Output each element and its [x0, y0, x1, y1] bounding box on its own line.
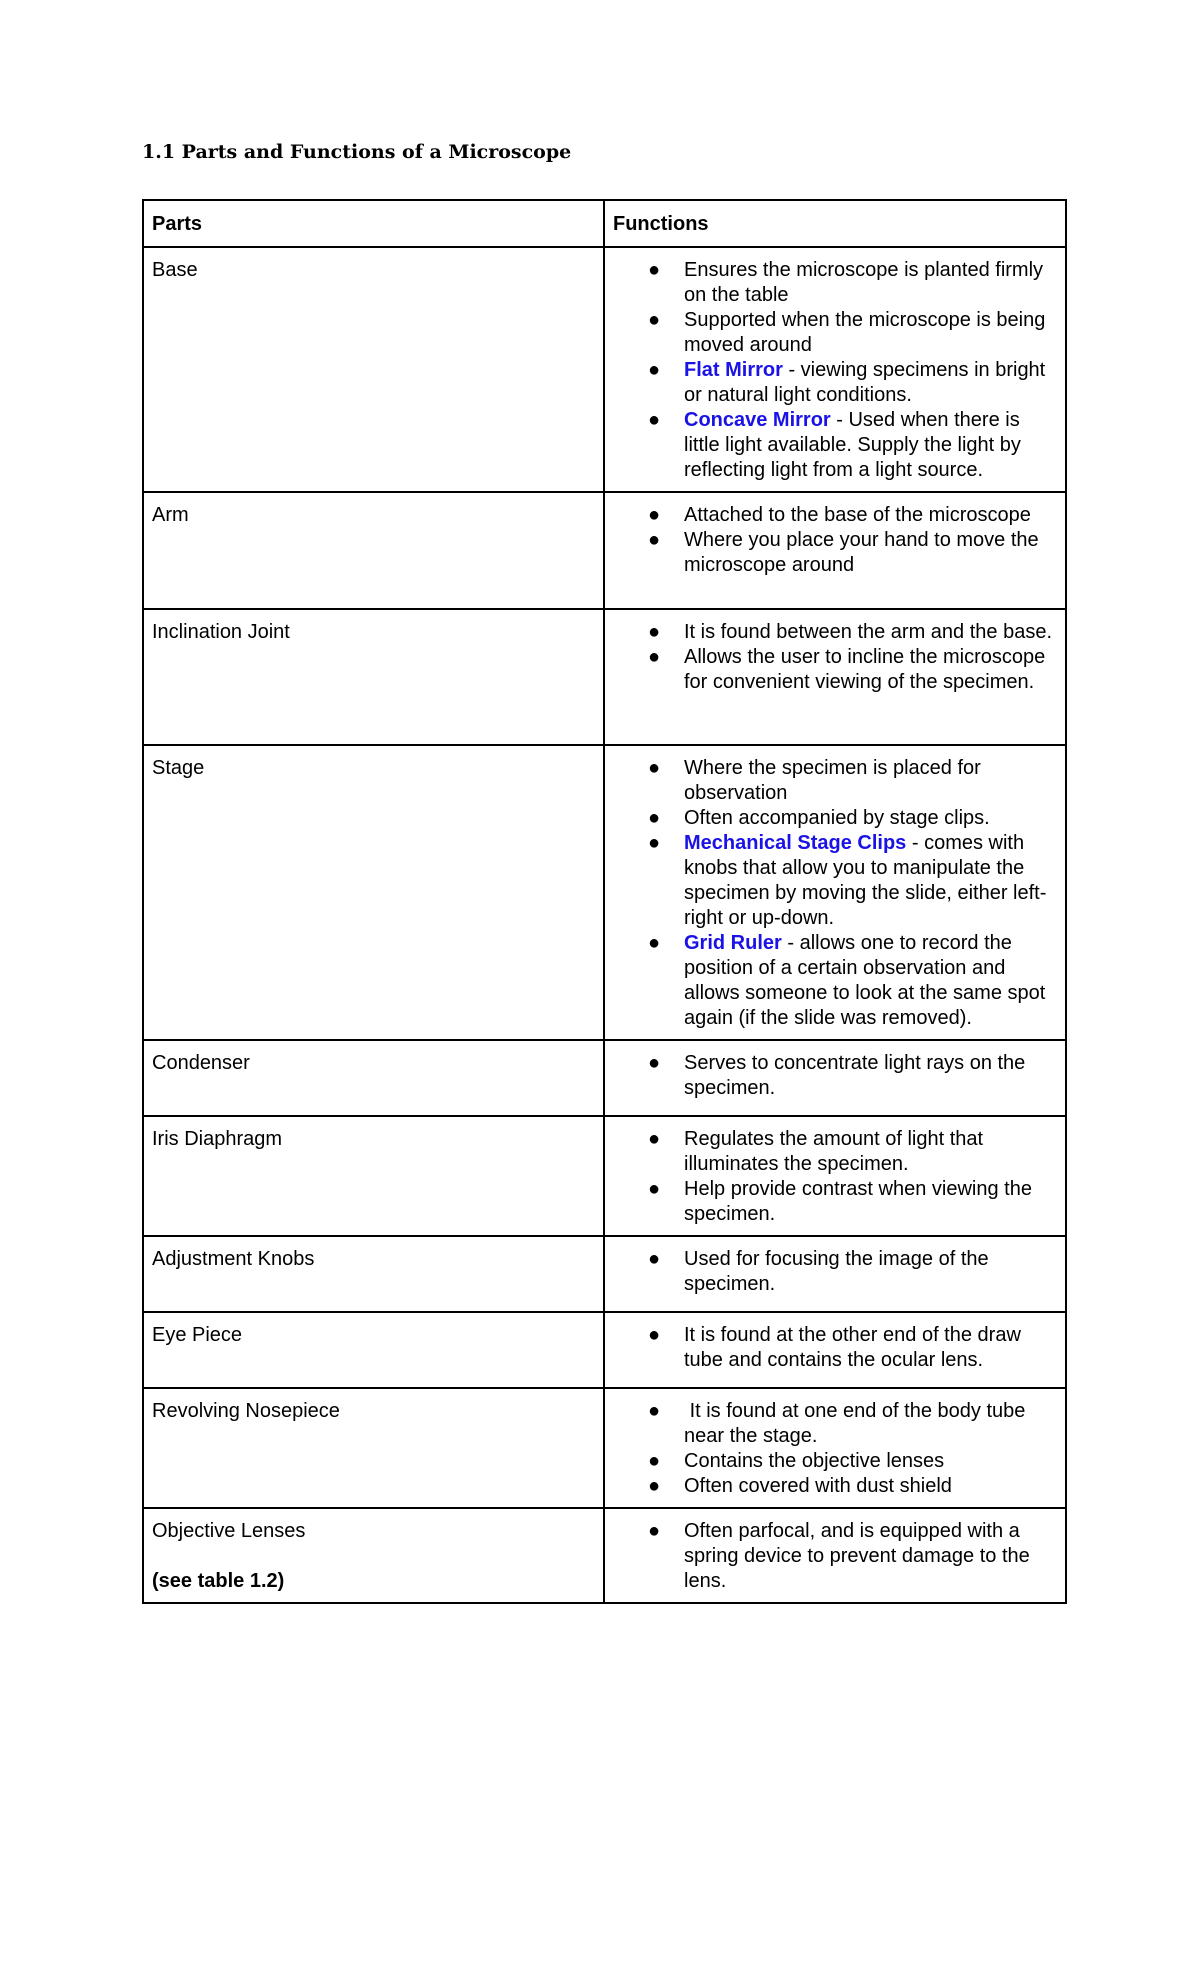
- part-cell: [143, 1508, 604, 1603]
- list-item: [613, 1519, 1057, 1594]
- function-text: It is found at one end of the body tube near the stage.: [684, 1400, 1031, 1447]
- list-item: [613, 1449, 1057, 1474]
- functions-list: [613, 1519, 1057, 1594]
- part-cell: [143, 745, 604, 1040]
- functions-list: [613, 1247, 1057, 1297]
- functions-list: [613, 503, 1057, 578]
- part-name: Base: [152, 259, 198, 281]
- function-text: Where you place your hand to move the microscope around: [684, 529, 1045, 576]
- part-cell: [143, 609, 604, 745]
- function-text: - comes with knobs that allow you to manipulate the specimen by moving the slide, either left-right or up-down.: [684, 832, 1047, 929]
- list-item: [613, 1323, 1057, 1373]
- functions-cell: [604, 247, 1066, 492]
- functions-list: [613, 756, 1057, 1031]
- functions-list: [613, 1051, 1057, 1101]
- functions-list: [613, 1127, 1057, 1227]
- highlighted-term: Mechanical Stage Clips: [684, 832, 907, 854]
- parts-functions-table: [142, 199, 1067, 1604]
- list-item: [613, 806, 1057, 831]
- table-row: [143, 1040, 1066, 1116]
- function-text: Serves to concentrate light rays on the specimen.: [684, 1052, 1031, 1099]
- part-cell: [143, 1040, 604, 1116]
- function-text: Attached to the base of the microscope: [684, 504, 1031, 526]
- list-item: [613, 408, 1057, 483]
- functions-list: [613, 620, 1057, 695]
- functions-cell: [604, 492, 1066, 609]
- bullet-icon: ●: [648, 409, 661, 431]
- function-text: Contains the objective lenses: [684, 1450, 945, 1472]
- function-text: - allows one to record the position of a certain observation and allows someone to look at the same spot again (if the slide was removed).: [684, 932, 1051, 1029]
- bullet-icon: ●: [648, 807, 661, 829]
- table-row: [143, 1236, 1066, 1312]
- document-title: 1.1 Parts and Functions of a Microscope: [142, 141, 572, 163]
- functions-cell: [604, 1508, 1066, 1603]
- bullet-icon: ●: [648, 832, 661, 854]
- list-item: [613, 358, 1057, 408]
- list-item: [613, 645, 1057, 695]
- highlighted-term: Concave Mirror: [684, 409, 831, 431]
- bullet-icon: ●: [648, 359, 661, 381]
- functions-cell: [604, 609, 1066, 745]
- part-name: Revolving Nosepiece: [152, 1400, 340, 1422]
- list-item: [613, 1399, 1057, 1449]
- part-cell: [143, 1236, 604, 1312]
- function-text: Supported when the microscope is being moved around: [684, 309, 1051, 356]
- highlighted-term: Grid Ruler: [684, 932, 782, 954]
- function-text: Ensures the microscope is planted firmly on the table: [684, 259, 1049, 306]
- list-item: [613, 1051, 1057, 1101]
- table-row: [143, 1508, 1066, 1603]
- bullet-icon: ●: [648, 757, 661, 779]
- list-item: [613, 1127, 1057, 1177]
- table-row: [143, 1388, 1066, 1508]
- list-item: [613, 528, 1057, 578]
- see-table-note: (see table 1.2): [152, 1570, 285, 1592]
- part-name: Objective Lenses: [152, 1520, 306, 1542]
- part-name: Arm: [152, 504, 189, 526]
- function-text: Often parfocal, and is equipped with a spring device to prevent damage to the lens.: [684, 1520, 1036, 1592]
- part-cell: [143, 1116, 604, 1236]
- function-text: Often accompanied by stage clips.: [684, 807, 990, 829]
- function-text: It is found at the other end of the draw tube and contains the ocular lens.: [684, 1324, 1027, 1371]
- list-item: [613, 1247, 1057, 1297]
- function-text: Often covered with dust shield: [684, 1475, 952, 1497]
- list-item: [613, 503, 1057, 528]
- function-text: It is found between the arm and the base.: [684, 621, 1053, 643]
- bullet-icon: ●: [648, 1450, 661, 1472]
- bullet-icon: ●: [648, 621, 661, 643]
- function-text: Used for focusing the image of the specimen.: [684, 1248, 995, 1295]
- table-row: [143, 247, 1066, 492]
- highlighted-term: Flat Mirror: [684, 359, 783, 381]
- list-item: [613, 308, 1057, 358]
- bullet-icon: ●: [648, 259, 661, 281]
- bullet-icon: ●: [648, 1248, 661, 1270]
- bullet-icon: ●: [648, 504, 661, 526]
- functions-list: [613, 258, 1057, 483]
- functions-list: [613, 1323, 1057, 1373]
- list-item: [613, 1177, 1057, 1227]
- bullet-icon: ●: [648, 932, 661, 954]
- bullet-icon: ●: [648, 1400, 661, 1422]
- bullet-icon: ●: [648, 1520, 661, 1542]
- table-row: [143, 609, 1066, 745]
- table-row: [143, 1312, 1066, 1388]
- part-cell: [143, 1312, 604, 1388]
- function-text: - viewing specimens in bright or natural light conditions.: [684, 359, 1051, 406]
- functions-cell: [604, 1312, 1066, 1388]
- function-text: Allows the user to incline the microscope for convenient viewing of the specimen.: [684, 646, 1051, 693]
- functions-cell: [604, 1040, 1066, 1116]
- bullet-icon: ●: [648, 529, 661, 551]
- bullet-icon: ●: [648, 1324, 661, 1346]
- part-cell: [143, 1388, 604, 1508]
- list-item: [613, 258, 1057, 308]
- functions-list: [613, 1399, 1057, 1499]
- table-row: [143, 492, 1066, 609]
- part-name: Iris Diaphragm: [152, 1128, 283, 1150]
- table-row: [143, 1116, 1066, 1236]
- bullet-icon: ●: [648, 1475, 661, 1497]
- part-name: Stage: [152, 757, 205, 779]
- bullet-icon: ●: [648, 1128, 661, 1150]
- part-name: Inclination Joint: [152, 621, 290, 643]
- function-text: - Used when there is little light available. Supply the light by reflecting light from a light source.: [684, 409, 1027, 481]
- function-text: Help provide contrast when viewing the specimen.: [684, 1178, 1038, 1225]
- functions-cell: [604, 745, 1066, 1040]
- header-parts: Parts: [143, 200, 604, 247]
- part-cell: [143, 492, 604, 609]
- list-item: [613, 1474, 1057, 1499]
- function-text: Regulates the amount of light that illuminates the specimen.: [684, 1128, 989, 1175]
- bullet-icon: ●: [648, 646, 661, 668]
- functions-cell: [604, 1388, 1066, 1508]
- part-name: Eye Piece: [152, 1324, 243, 1346]
- part-cell: [143, 247, 604, 492]
- functions-cell: [604, 1236, 1066, 1312]
- list-item: [613, 931, 1057, 1031]
- function-text: Where the specimen is placed for observation: [684, 757, 987, 804]
- list-item: [613, 831, 1057, 931]
- functions-cell: [604, 1116, 1066, 1236]
- part-name: Condenser: [152, 1052, 250, 1074]
- bullet-icon: ●: [648, 309, 661, 331]
- table-header-row: [143, 200, 1066, 247]
- bullet-icon: ●: [648, 1178, 661, 1200]
- header-functions: Functions: [604, 200, 1066, 247]
- list-item: [613, 620, 1057, 645]
- list-item: [613, 756, 1057, 806]
- bullet-icon: ●: [648, 1052, 661, 1074]
- table-row: [143, 745, 1066, 1040]
- part-name: Adjustment Knobs: [152, 1248, 315, 1270]
